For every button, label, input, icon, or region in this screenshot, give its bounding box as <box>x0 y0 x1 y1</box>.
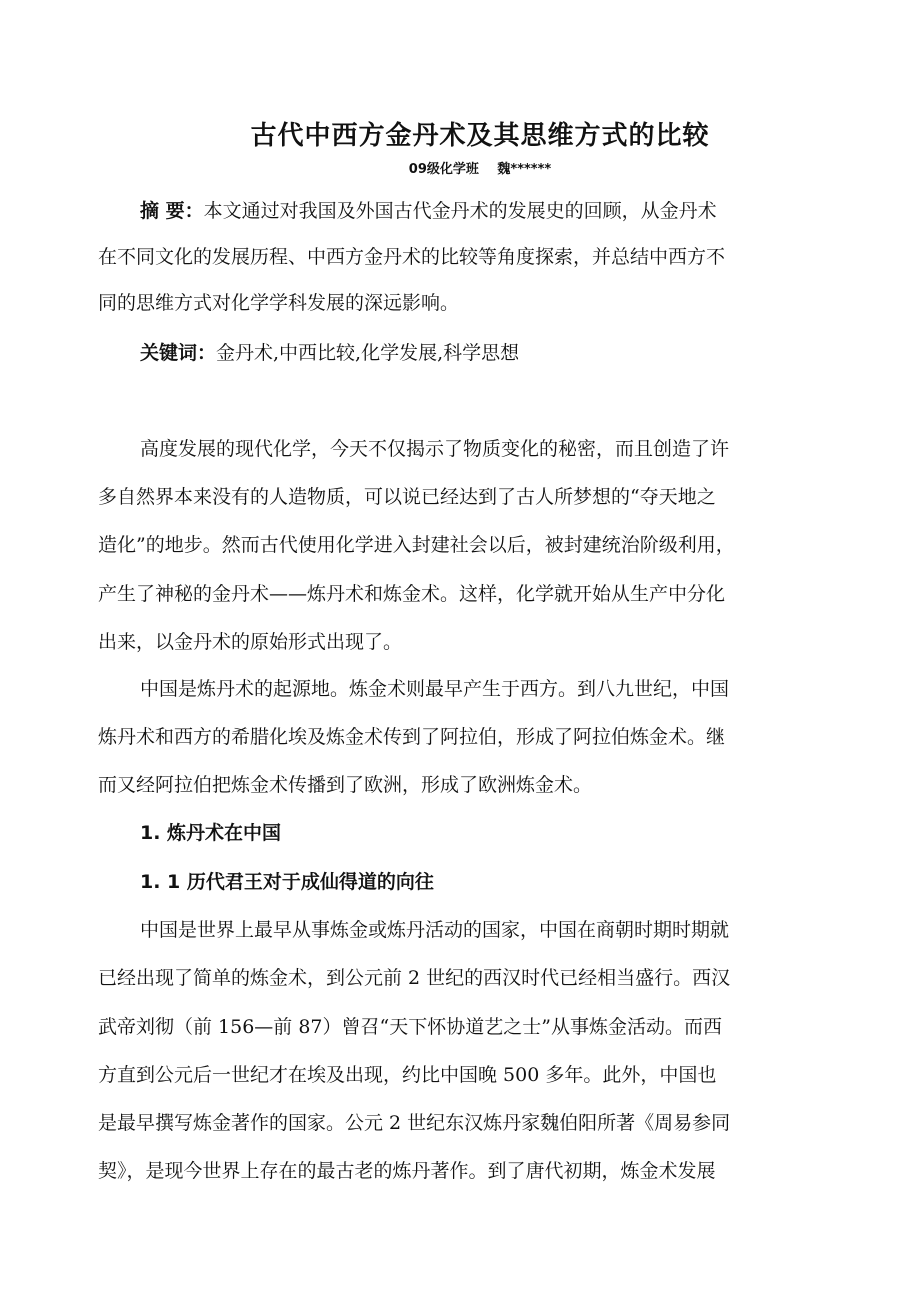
abstract-label: 摘 要： <box>140 200 204 222</box>
abstract-line: 同的思维方式对化学学科发展的深远影响。 <box>98 292 460 314</box>
paragraph-line: 是最早撰写炼金著作的国家。公元 2 世纪东汉炼丹家魏伯阳所著《周易参同 <box>98 1112 731 1134</box>
paragraph-line: 而又经阿拉伯把炼金术传播到了欧洲，形成了欧洲炼金术。 <box>98 774 593 796</box>
paragraph-line: 产生了神秘的金丹术——炼丹术和炼金术。这样，化学就开始从生产中分化 <box>98 583 726 605</box>
abstract-text: 本文通过对我国及外国古代金丹术的发展史的回顾，从金丹术 <box>203 200 717 222</box>
paragraph-line: 多自然界本来没有的人造物质，可以说已经达到了古人所梦想的“夺天地之 <box>98 486 716 508</box>
paragraph-line: 高度发展的现代化学，今天不仅揭示了物质变化的秘密，而且创造了许 <box>140 438 730 460</box>
document-title: 古代中西方金丹术及其思维方式的比较 <box>250 121 710 151</box>
paragraph-line: 中国是世界上最早从事炼金或炼丹活动的国家，中国在商朝时期时期就 <box>140 919 730 941</box>
paragraph-line: 中国是炼丹术的起源地。炼金术则最早产生于西方。到八九世纪，中国 <box>140 678 730 700</box>
keywords-label: 关键词： <box>140 342 217 364</box>
paragraph-line: 造化”的地步。然而古代使用化学进入封建社会以后，被封建统治阶级利用， <box>98 534 735 556</box>
keywords-line <box>98 338 810 368</box>
paragraph-line: 武帝刘彻（前 156—前 87）曾召“天下怀协道艺之士”从事炼金活动。而西 <box>98 1016 722 1038</box>
author-byline <box>120 160 840 180</box>
paragraph-line: 炼丹术和西方的希腊化埃及炼金术传到了阿拉伯，形成了阿拉伯炼金术。继 <box>98 726 726 748</box>
paragraph-line: 已经出现了简单的炼金术，到公元前 2 世纪的西汉时代已经相当盛行。西汉 <box>98 967 731 989</box>
abstract-line <box>98 196 810 226</box>
class-name: 09级化学班 <box>408 162 479 177</box>
keywords-text: 金丹术,中西比较,化学发展,科学思想 <box>216 342 520 364</box>
author-name: 魏****** <box>497 162 552 177</box>
paragraph-line: 契》，是现今世界上存在的最古老的炼丹著作。到了唐代初期，炼金术发展 <box>98 1160 716 1182</box>
paragraph-line: 方直到公元后一世纪才在埃及出现，约比中国晚 500 多年。此外，中国也 <box>98 1064 717 1086</box>
subsection-heading: 1. 1 历代君王对于成仙得道的向往 <box>140 871 434 893</box>
paragraph-line: 出来，以金丹术的原始形式出现了。 <box>98 631 403 653</box>
abstract-line: 在不同文化的发展历程、中西方金丹术的比较等角度探索，并总结中西方不 <box>98 246 726 268</box>
section-heading: 1. 炼丹术在中国 <box>140 822 282 844</box>
